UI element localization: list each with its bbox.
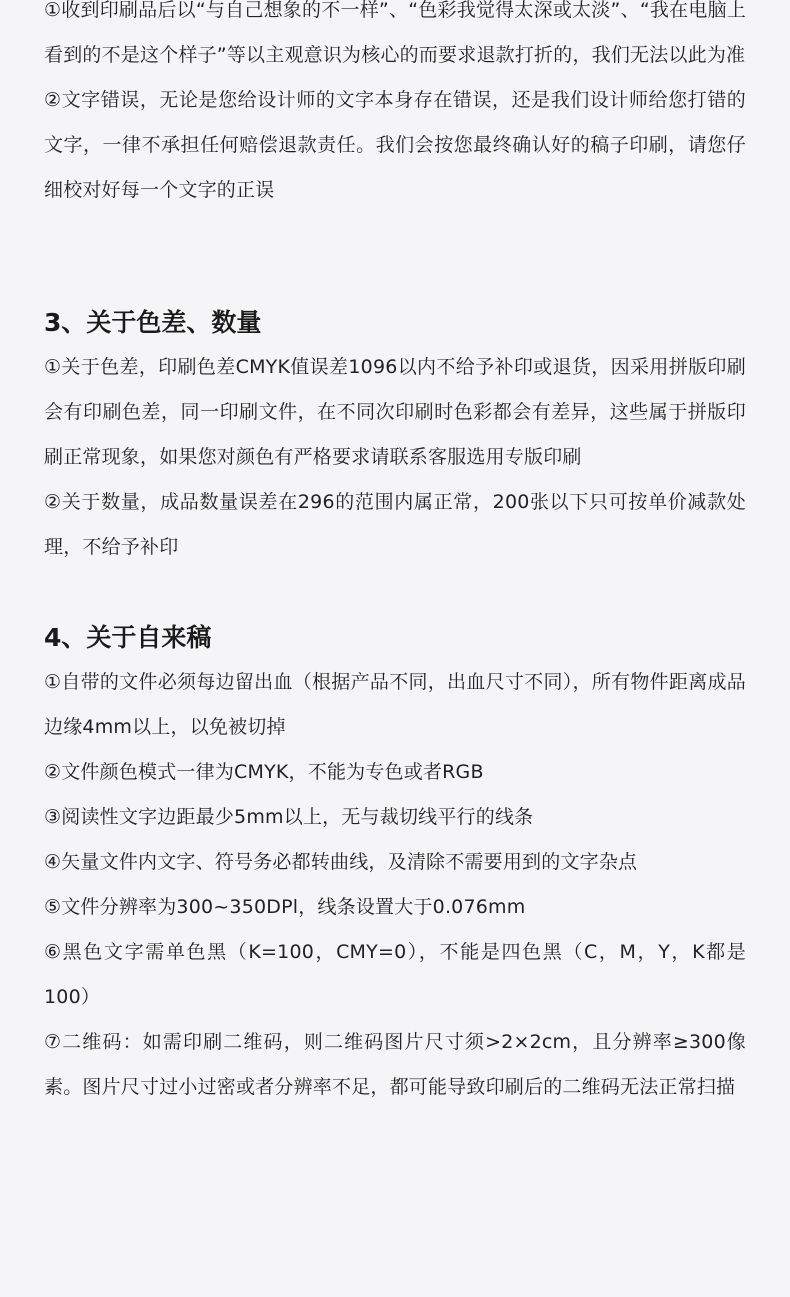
- color-quantity-section: [44, 300, 746, 570]
- section4-item-5: ⑤文件分辨率为300~350DPl，线条设置大于0.076mm: [44, 896, 526, 918]
- section4-item-1: ①自带的文件必须每边留出血（根据产品不同，出血尺寸不同），所有物件距离成品边缘4mm以上，以免被切掉: [44, 671, 746, 738]
- section-title: 3、关于色差、数量: [44, 308, 262, 337]
- previous-section: [44, 0, 746, 213]
- previous-item-1: ①收到印刷品后以“与自己想象的不一样”、“色彩我觉得太深或太淡”、“我在电脑上看到的不是这个样子”等以主观意识为核心的而要求退款打折的，我们无法以此为准: [44, 0, 746, 66]
- section4-item-3: ③阅读性文字边距最少5mm以上，无与裁切线平行的线条: [44, 806, 534, 828]
- section3-item-1: ①关于色差，印刷色差CMYK值误差1096以内不给予补印或退货，因采用拼版印刷会有印刷色差，同一印刷文件，在不同次印刷时色彩都会有差异，这些属于拼版印刷正常现象，如果您对颜色有严格要求请联系客服选用专版印刷: [44, 356, 746, 468]
- section4-item-7: ⑦二维码：如需印刷二维码，则二维码图片尺寸须>2×2cm，且分辨率≥300像素。图片尺寸过小过密或者分辨率不足，都可能导致印刷后的二维码无法正常扫描: [44, 1031, 746, 1098]
- section4-item-2: ②文件颜色模式一律为CMYK，不能为专色或者RGB: [44, 761, 484, 783]
- previous-item-2: ②文字错误，无论是您给设计师的文字本身存在错误，还是我们设计师给您打错的文字，一律不承担任何赔偿退款责任。我们会按您最终确认好的稿子印刷，请您仔细校对好每一个文字的正误: [44, 89, 746, 201]
- section4-item-6: ⑥黑色文字需单色黑（K=100，CMY=0），不能是四色黑（C，M，Y，K都是100）: [44, 941, 746, 1008]
- section-title: 4、关于自来稿: [44, 623, 212, 652]
- section4-item-4: ④矢量文件内文字、符号务必都转曲线，及清除不需要用到的文字杂点: [44, 851, 638, 873]
- own-artwork-section: [44, 615, 746, 1110]
- section3-item-2: ②关于数量，成品数量误差在296的范围内属正常，200张以下只可按单价减款处理，不给予补印: [44, 491, 746, 558]
